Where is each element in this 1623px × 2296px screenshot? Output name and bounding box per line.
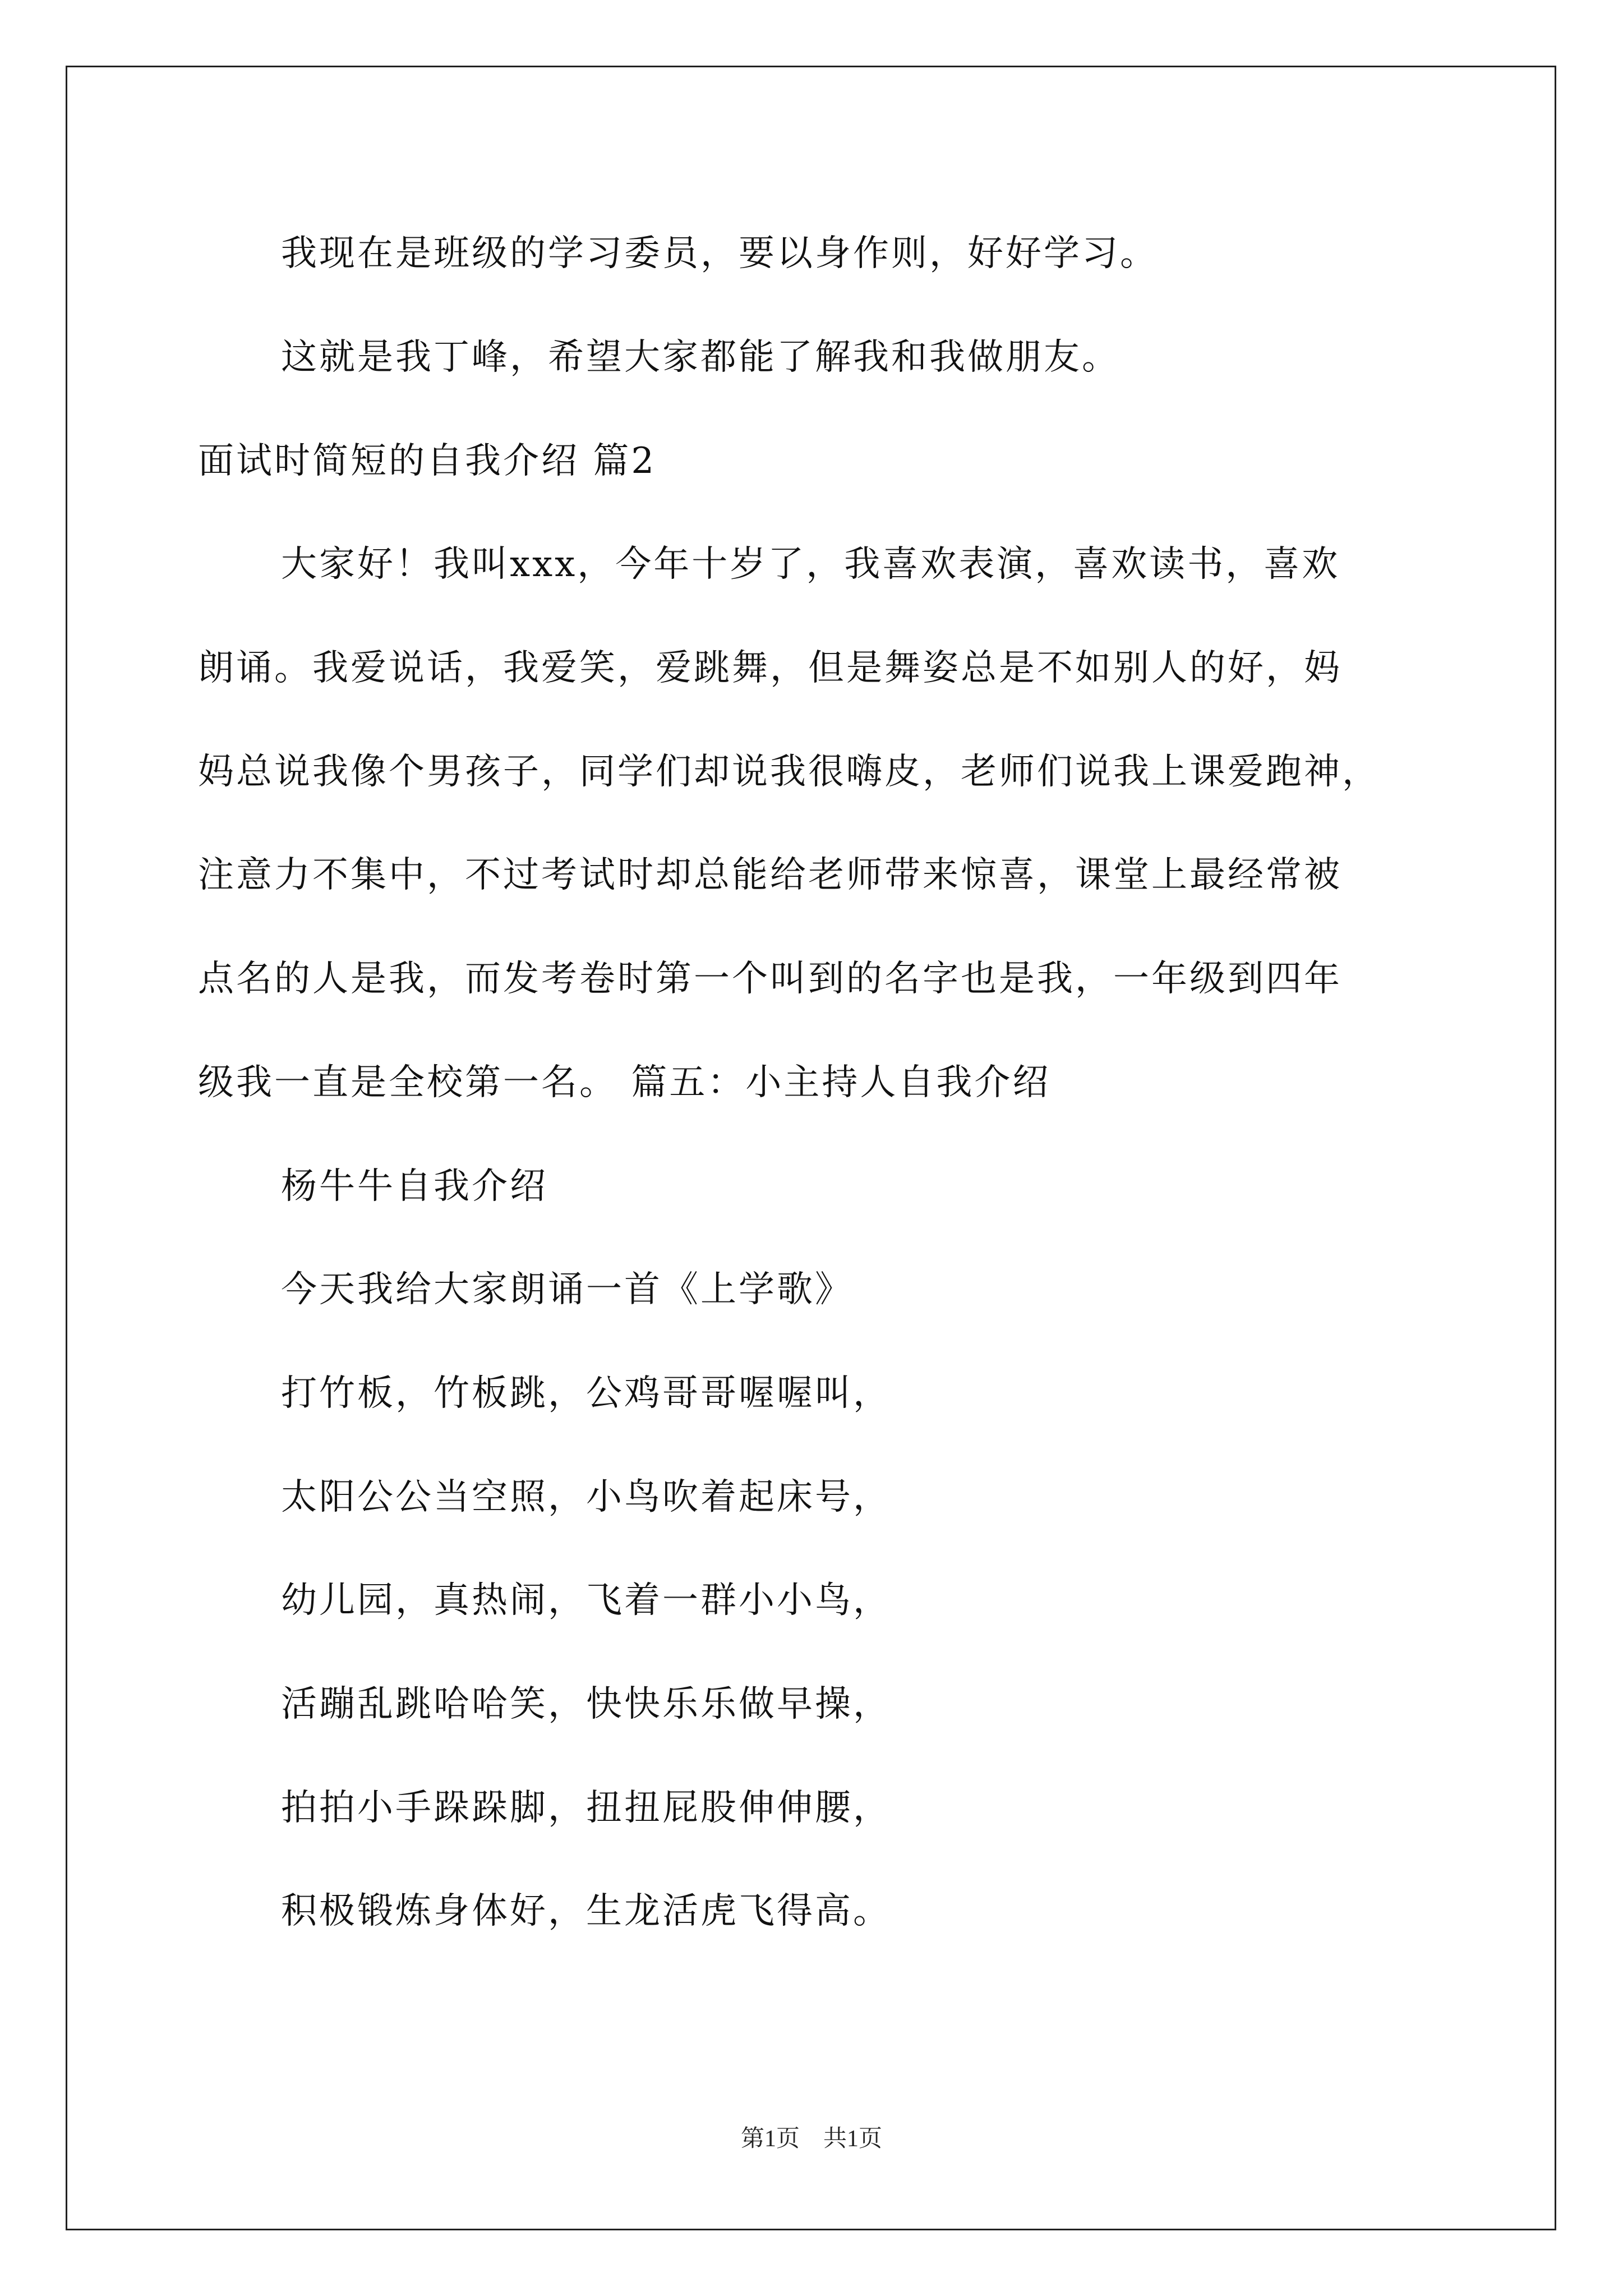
paragraph-line: 今天我给大家朗诵一首《上学歌》: [281, 1269, 853, 1310]
section-heading: 面试时简短的自我介绍 篇2: [198, 440, 657, 482]
page-footer: 第1页 共1页: [740, 2126, 882, 2152]
poem-line: 拍拍小手跺跺脚，扭扭屁股伸伸腰，: [281, 1787, 891, 1829]
paragraph-line: 妈总说我像个男孩子，同学们却说我很嗨皮，老师们说我上课爱跑神，: [198, 751, 1380, 793]
poem-line: 太阳公公当空照，小鸟吹着起床号，: [281, 1476, 891, 1518]
paragraph-line: 朗诵。我爱说话，我爱笑，爱跳舞，但是舞姿总是不如别人的好，妈: [198, 647, 1342, 689]
poem-line: 积极锻炼身体好，生龙活虎飞得高。: [281, 1890, 891, 1932]
paragraph-line: 杨牛牛自我介绍: [281, 1166, 548, 1207]
paragraph-line: 注意力不集中，不过考试时却总能给老师带来惊喜，课堂上最经常被: [198, 854, 1342, 896]
poem-line: 活蹦乱跳哈哈笑，快快乐乐做早操，: [281, 1683, 891, 1725]
paragraph-line: 这就是我丁峰，希望大家都能了解我和我做朋友。: [281, 337, 1120, 378]
paragraph-line: 我现在是班级的学习委员，要以身作则，好好学习。: [281, 233, 1158, 274]
paragraph-line: 大家好！我叫xxx，今年十岁了，我喜欢表演，喜欢读书，喜欢: [281, 544, 1340, 585]
poem-line: 打竹板，竹板跳，公鸡哥哥喔喔叫，: [281, 1373, 891, 1414]
paragraph-line: 点名的人是我，而发考卷时第一个叫到的名字也是我，一年级到四年: [198, 958, 1342, 1000]
paragraph-line: 级我一直是全校第一名。 篇五：小主持人自我介绍: [198, 1062, 1051, 1103]
poem-line: 幼儿园，真热闹，飞着一群小小鸟，: [281, 1580, 891, 1621]
